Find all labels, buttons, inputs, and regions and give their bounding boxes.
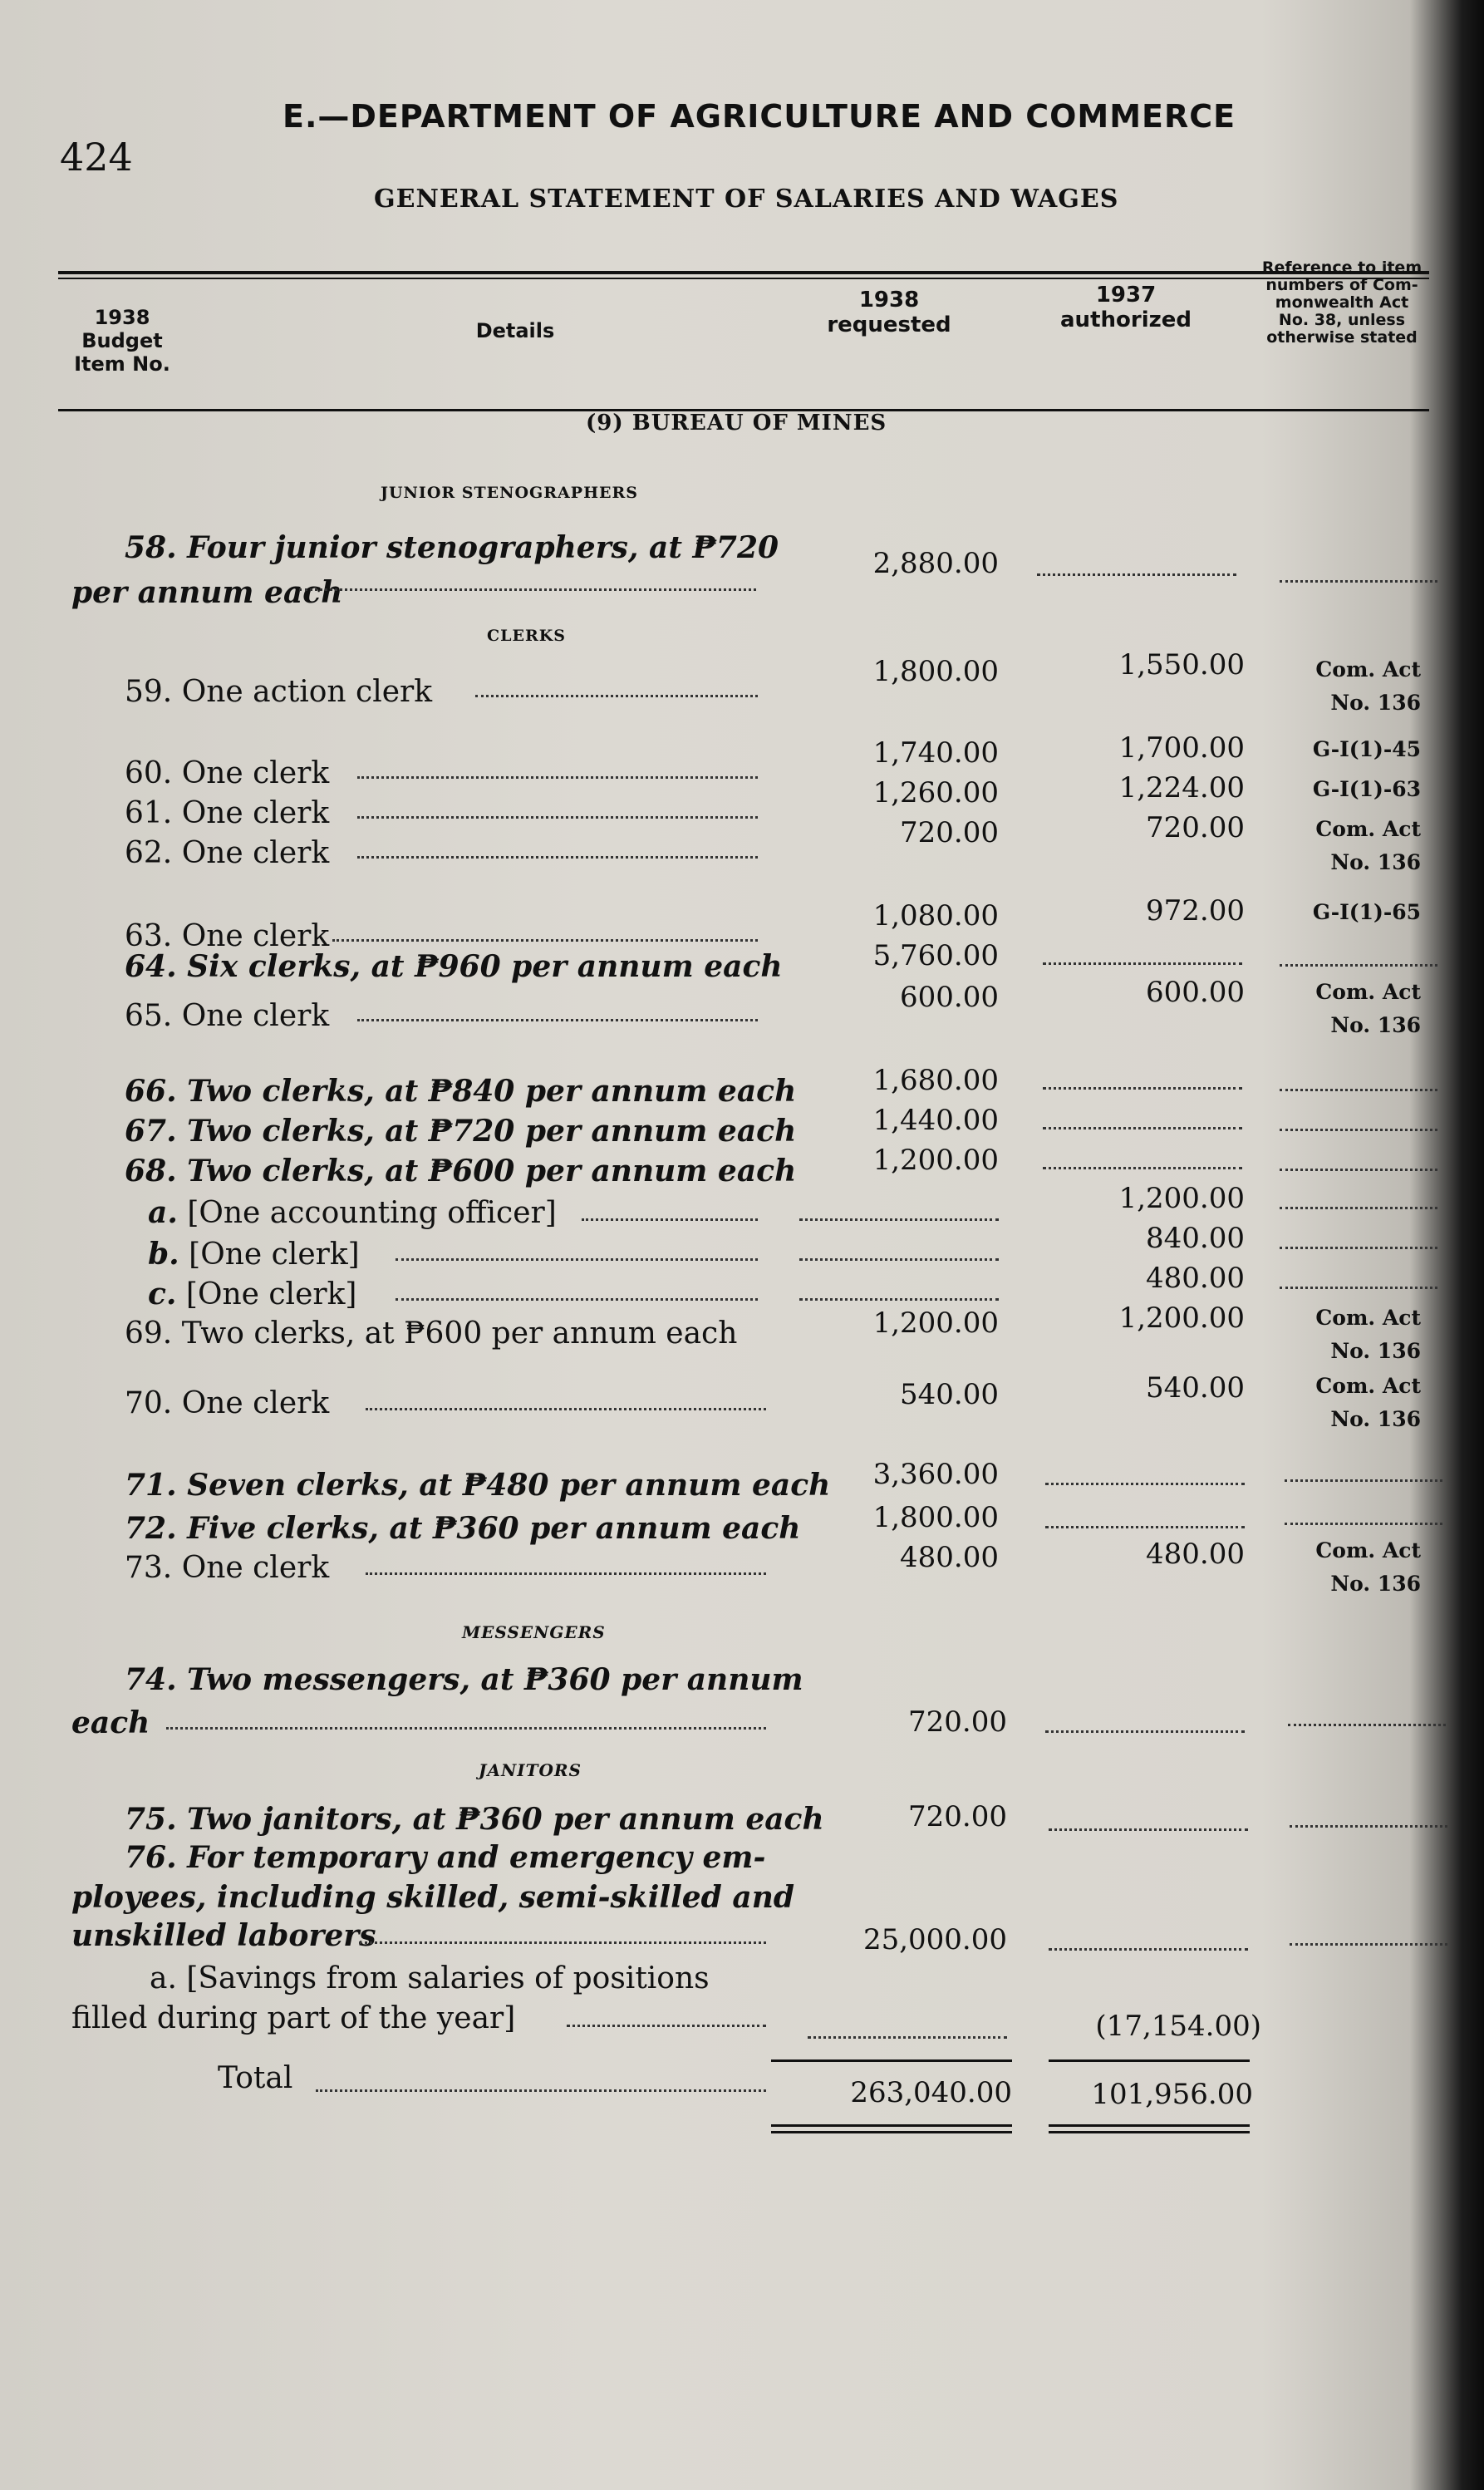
item-68-requested: 1,200.00 xyxy=(872,1144,999,1177)
section-title: (9) BUREAU OF MINES xyxy=(586,411,887,436)
column-header-details: Details xyxy=(475,319,555,342)
item-59-authorized: 1,550.00 xyxy=(1118,648,1245,682)
item-73-requested: 480.00 xyxy=(900,1541,999,1574)
item-68a: a. [One accounting officer] xyxy=(148,1195,557,1230)
item-70-requested: 540.00 xyxy=(900,1378,999,1411)
item-64-requested: 5,760.00 xyxy=(872,939,999,972)
item-72-requested: 1,800.00 xyxy=(872,1501,999,1534)
item-69-authorized: 1,200.00 xyxy=(1118,1302,1245,1335)
item-74-line2: each xyxy=(71,1705,150,1740)
item-66: 66. Two clerks, at ₱840 per annum each xyxy=(125,1074,797,1109)
item-73: 73. One clerk xyxy=(125,1551,330,1585)
item-61: 61. One clerk xyxy=(125,796,330,830)
item-76a-line1: a. [Savings from salaries of positions xyxy=(150,1961,710,1995)
total-rule-authorized xyxy=(1049,2059,1250,2062)
item-58-requested: 2,880.00 xyxy=(872,547,999,580)
item-69: 69. Two clerks, at ₱600 per annum each xyxy=(125,1316,738,1351)
item-75: 75. Two janitors, at ₱360 per annum each xyxy=(125,1802,824,1837)
item-65: 65. One clerk xyxy=(125,999,330,1033)
item-59-reference: Com. Act No. 136 xyxy=(1315,657,1421,715)
item-68: 68. Two clerks, at ₱600 per annum each xyxy=(125,1154,797,1188)
item-68c: c. [One clerk] xyxy=(148,1277,357,1311)
item-59: 59. One action clerk xyxy=(125,675,433,709)
item-75-requested: 720.00 xyxy=(908,1800,1007,1833)
item-61-authorized: 1,224.00 xyxy=(1118,771,1245,805)
item-61-reference: G-I(1)-63 xyxy=(1312,777,1421,801)
item-58-line1: 58. Four junior stenographers, at ₱720 xyxy=(125,530,779,565)
item-70-authorized: 540.00 xyxy=(1146,1371,1245,1405)
item-62-requested: 720.00 xyxy=(900,816,999,849)
item-60-requested: 1,740.00 xyxy=(872,736,999,770)
item-67: 67. Two clerks, at ₱720 per annum each xyxy=(125,1114,797,1149)
item-76-requested: 25,000.00 xyxy=(862,1923,1007,1956)
item-65-authorized: 600.00 xyxy=(1146,976,1245,1009)
item-60-reference: G-I(1)-45 xyxy=(1312,737,1421,761)
item-64: 64. Six clerks, at ₱960 per annum each xyxy=(125,949,783,984)
item-67-requested: 1,440.00 xyxy=(872,1104,999,1137)
item-74-requested: 720.00 xyxy=(908,1705,1007,1739)
column-header-reference: Reference to item numbers of Com- monwealth Act No. 38, unless otherwise stated xyxy=(1261,258,1423,347)
item-76-line3: unskilled laborers xyxy=(71,1918,376,1953)
total-double-rule-req-2 xyxy=(771,2131,1012,2133)
item-65-requested: 600.00 xyxy=(900,981,999,1014)
item-59-requested: 1,800.00 xyxy=(872,655,999,688)
item-66-requested: 1,680.00 xyxy=(872,1064,999,1097)
item-62: 62. One clerk xyxy=(125,836,330,870)
item-68b-authorized: 840.00 xyxy=(1146,1222,1245,1255)
total-rule-requested xyxy=(771,2059,1012,2062)
item-70: 70. One clerk xyxy=(125,1386,330,1420)
header-rule-top xyxy=(58,271,1429,274)
subheading-junior-stenographers: JUNIOR STENOGRAPHERS xyxy=(381,484,639,502)
item-71-requested: 3,360.00 xyxy=(872,1458,999,1491)
total-double-rule-auth-2 xyxy=(1049,2131,1250,2133)
item-69-reference: Com. Act No. 136 xyxy=(1315,1306,1421,1363)
item-58-line2: per annum each xyxy=(71,575,343,610)
item-73-reference: Com. Act No. 136 xyxy=(1315,1538,1421,1596)
item-63-requested: 1,080.00 xyxy=(872,899,999,933)
item-68b: b. [One clerk] xyxy=(148,1237,360,1272)
item-63-reference: G-I(1)-65 xyxy=(1312,900,1421,924)
department-heading: E.—DEPARTMENT OF AGRICULTURE AND COMMERCE xyxy=(283,98,1236,135)
item-63: 63. One clerk xyxy=(125,919,330,953)
item-68a-authorized: 1,200.00 xyxy=(1118,1182,1245,1215)
item-60-authorized: 1,700.00 xyxy=(1118,731,1245,765)
item-71: 71. Seven clerks, at ₱480 per annum each xyxy=(125,1468,831,1503)
item-65-reference: Com. Act No. 136 xyxy=(1315,980,1421,1037)
item-76a-line2: filled during part of the year] xyxy=(71,2001,516,2035)
item-61-requested: 1,260.00 xyxy=(872,776,999,809)
subheading-messengers: MESSENGERS xyxy=(462,1622,606,1642)
item-73-authorized: 480.00 xyxy=(1146,1538,1245,1571)
item-76-line1: 76. For temporary and emergency em- xyxy=(125,1840,766,1875)
item-60: 60. One clerk xyxy=(125,756,330,790)
item-76-line2: ployees, including skilled, semi-skilled and xyxy=(71,1880,795,1915)
column-header-authorized: 1937 authorized xyxy=(1060,283,1192,332)
column-header-requested: 1938 requested xyxy=(827,288,951,337)
item-70-reference: Com. Act No. 136 xyxy=(1315,1374,1421,1431)
header-rule-top-2 xyxy=(58,278,1429,279)
page-number: 424 xyxy=(60,135,133,180)
item-76a-authorized: (17,154.00) xyxy=(1095,2010,1261,2043)
item-72: 72. Five clerks, at ₱360 per annum each xyxy=(125,1511,801,1546)
item-74-line1: 74. Two messengers, at ₱360 per annum xyxy=(125,1662,803,1697)
total-authorized: 101,956.00 xyxy=(1091,2078,1253,2111)
item-68c-authorized: 480.00 xyxy=(1146,1262,1245,1295)
item-63-authorized: 972.00 xyxy=(1146,894,1245,928)
page-subtitle: GENERAL STATEMENT OF SALARIES AND WAGES xyxy=(374,185,1119,214)
total-double-rule-auth-1 xyxy=(1049,2124,1250,2127)
item-62-reference: Com. Act No. 136 xyxy=(1315,817,1421,874)
total-requested: 263,040.00 xyxy=(850,2076,1012,2109)
total-label: Total xyxy=(218,2061,293,2095)
item-62-authorized: 720.00 xyxy=(1146,811,1245,844)
item-69-requested: 1,200.00 xyxy=(872,1307,999,1340)
subheading-clerks: CLERKS xyxy=(487,627,566,645)
column-header-item: 1938 Budget Item No. xyxy=(74,306,170,376)
subheading-janitors: JANITORS xyxy=(479,1760,582,1780)
total-double-rule-req-1 xyxy=(771,2124,1012,2127)
